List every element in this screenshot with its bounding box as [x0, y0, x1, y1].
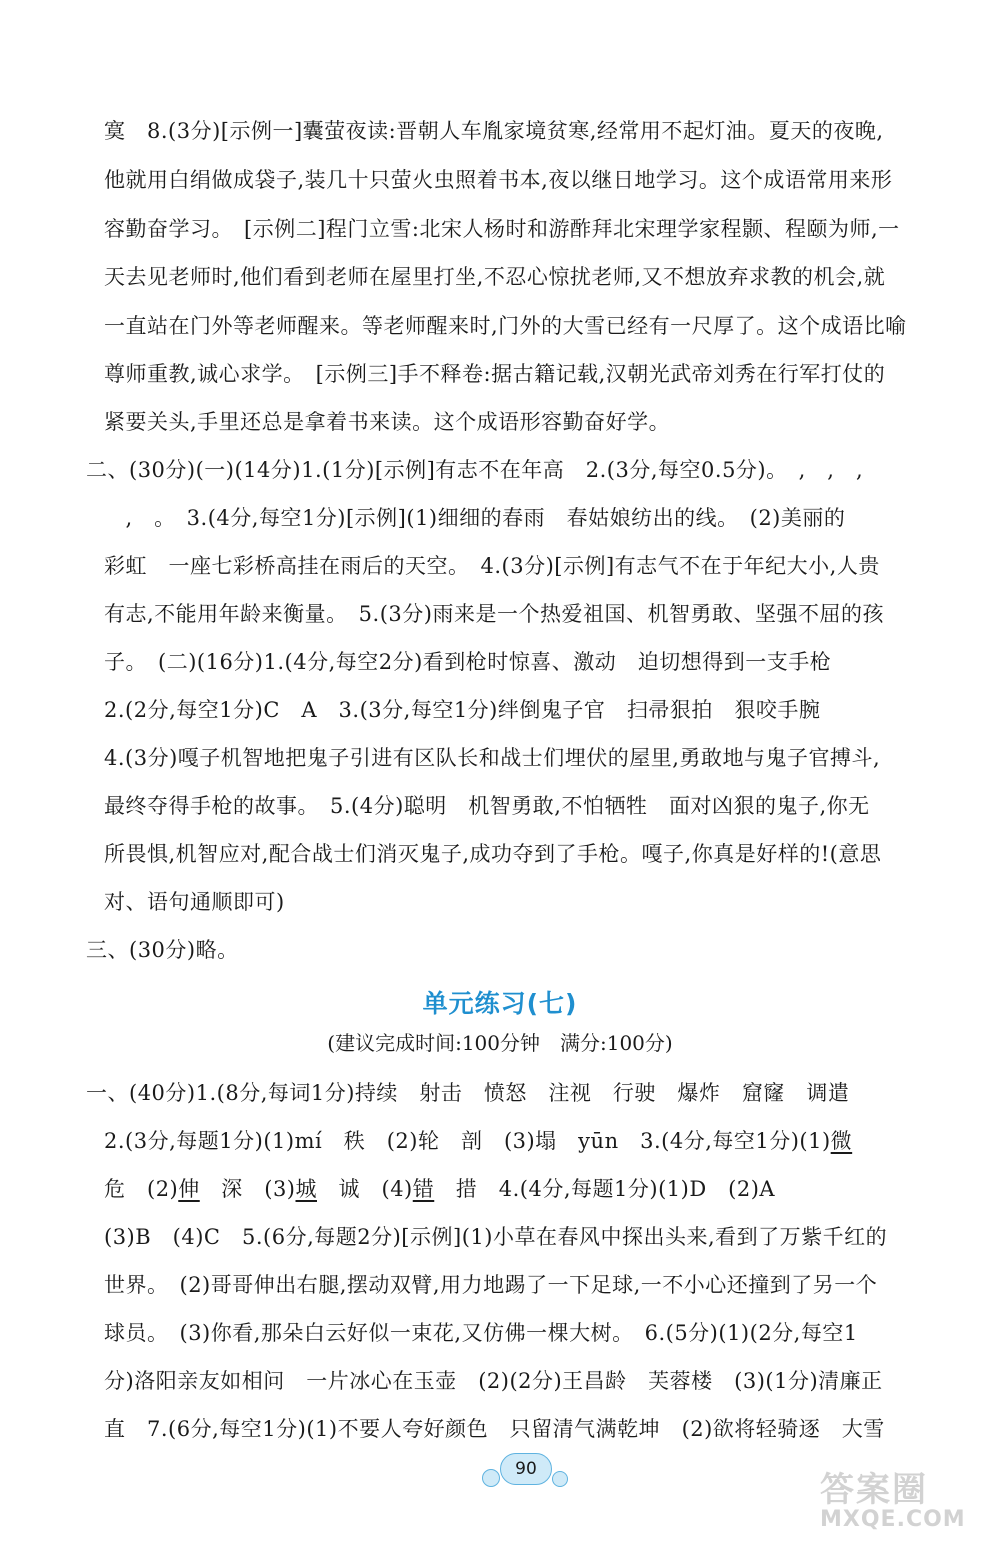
text-line: 直 7.(6分,每空1分)(1)不要人夸好颜色 只留清气满乾坤 (2)欲将轻骑逐 大雪: [104, 1417, 885, 1441]
text-line: 球员。 (3)你看,那朵白云好似一束花,又仿佛一棵大树。 6.(5分)(1)(2分,每空1: [104, 1321, 858, 1345]
text-line: 彩虹 一座七彩桥高挂在雨后的天空。 4.(3分)[示例]有志气不在于年纪大小,人贵: [104, 554, 880, 578]
decor-dot: [482, 1469, 500, 1487]
text-line: 尊师重教,诚心求学。 [示例三]手不释卷:据古籍记载,汉朝光武帝刘秀在行军打仗的: [104, 362, 886, 386]
underlined-answer: 城: [295, 1177, 317, 1201]
text-line: 天去见老师时,他们看到老师在屋里打坐,不忍心惊扰老师,又不想放弃求教的机会,就: [104, 265, 886, 289]
text-line: 一直站在门外等老师醒来。等老师醒来时,门外的大雪已经有一尺厚了。这个成语比喻: [104, 314, 907, 338]
text-line: [104, 1126, 852, 1156]
underlined-answer: 伸: [178, 1177, 200, 1201]
text-segment: 4.(4分,每题1分)(1)D (2)A: [498, 1177, 776, 1201]
watermark-logo: 答案圈: [820, 1470, 928, 1510]
section-subtitle: (建议完成时间:100分钟 满分:100分): [327, 1031, 673, 1055]
text-line: , 。 3.(4分,每空1分)[示例](1)细细的春雨 春姑娘纺出的线。 (2)美丽的: [104, 506, 846, 530]
section-title: 单元练习(七): [422, 989, 578, 1018]
text-segment: 诚: [338, 1177, 360, 1201]
text-line: 紧要关头,手里还总是拿着书来读。这个成语形容勤奋好学。: [104, 410, 671, 434]
text-segment: 危 (2): [104, 1177, 179, 1201]
decor-dot: [552, 1471, 568, 1487]
text-line: 他就用白绢做成袋子,装几十只萤火虫照着书本,夜以继日地学习。这个成语常用来形: [104, 168, 893, 192]
text-line: 对、语句通顺即可): [104, 890, 285, 914]
text-line: 三、(30分)略。: [86, 938, 239, 962]
text-line: 最终夺得手枪的故事。 5.(4分)聪明 机智勇敢,不怕牺牲 面对凶狠的鬼子,你无: [104, 794, 870, 818]
watermark-url: MXQE.COM: [820, 1507, 966, 1532]
text-segment: 措: [455, 1177, 478, 1201]
underlined-answer: 微: [830, 1129, 853, 1153]
text-line: 世界。 (2)哥哥伸出右腿,摆动双臂,用力地踢了一下足球,一不小心还撞到了另一个: [104, 1273, 878, 1297]
text-line: 子。 (二)(16分)1.(4分,每空2分)看到枪时惊喜、激动 迫切想得到一支手枪: [104, 650, 832, 674]
text-line: 一、(40分)1.(8分,每词1分)持续 射击 愤怒 注视 行驶 爆炸 窟窿 调遣: [86, 1081, 850, 1105]
text-line: 容勤奋学习。 [示例二]程门立雪:北宋人杨时和游酢拜北宋理学家程颢、程颐为师,一: [104, 217, 900, 241]
text-line: 危 (2)伸 深 (3)城 诚 (4)错 措 4.(4分,每题1分)(1)D (2)A: [104, 1177, 776, 1201]
text-line: 二、(30分)(一)(14分)1.(1分)[示例]有志不在年高 2.(3分,每空0.5分)。 , , ,: [86, 458, 864, 482]
text-segment: 深: [221, 1177, 243, 1201]
text-line: 寞 8.(3分)[示例一]囊萤夜读:晋朝人车胤家境贫寒,经常用不起灯油。夏天的夜晚,: [104, 119, 884, 143]
text-line: (3)B (4)C 5.(6分,每题2分)[示例](1)小草在春风中探出头来,看到了万紫千红的: [104, 1225, 888, 1249]
underlined-answer: 错: [412, 1177, 435, 1201]
text-line: 所畏惧,机智应对,配合战士们消灭鬼子,成功夺到了手枪。嘎子,你真是好样的!(意思: [104, 842, 882, 866]
page-number: 90: [500, 1453, 552, 1485]
text-segment: 2.(3分,每题1分)(1)mí 秩 (2)轮 剖 (3)塌 yūn 3.(4分,每空1分)(1): [104, 1129, 831, 1153]
page-number-badge: [470, 1451, 580, 1491]
text-line: 有志,不能用年龄来衡量。 5.(3分)雨来是一个热爱祖国、机智勇敢、坚强不屈的孩: [104, 602, 884, 626]
text-line: 4.(3分)嘎子机智地把鬼子引进有区队长和战士们埋伏的屋里,勇敢地与鬼子官搏斗,: [104, 746, 881, 770]
site-watermark: [820, 1462, 990, 1542]
text-line: 2.(2分,每空1分)C A 3.(3分,每空1分)绊倒鬼子官 扫帚狠拍 狠咬手腕: [104, 698, 821, 722]
text-line: 分)洛阳亲友如相问 一片冰心在玉壶 (2)(2分)王昌龄 芙蓉楼 (3)(1分)清廉正: [104, 1369, 883, 1393]
